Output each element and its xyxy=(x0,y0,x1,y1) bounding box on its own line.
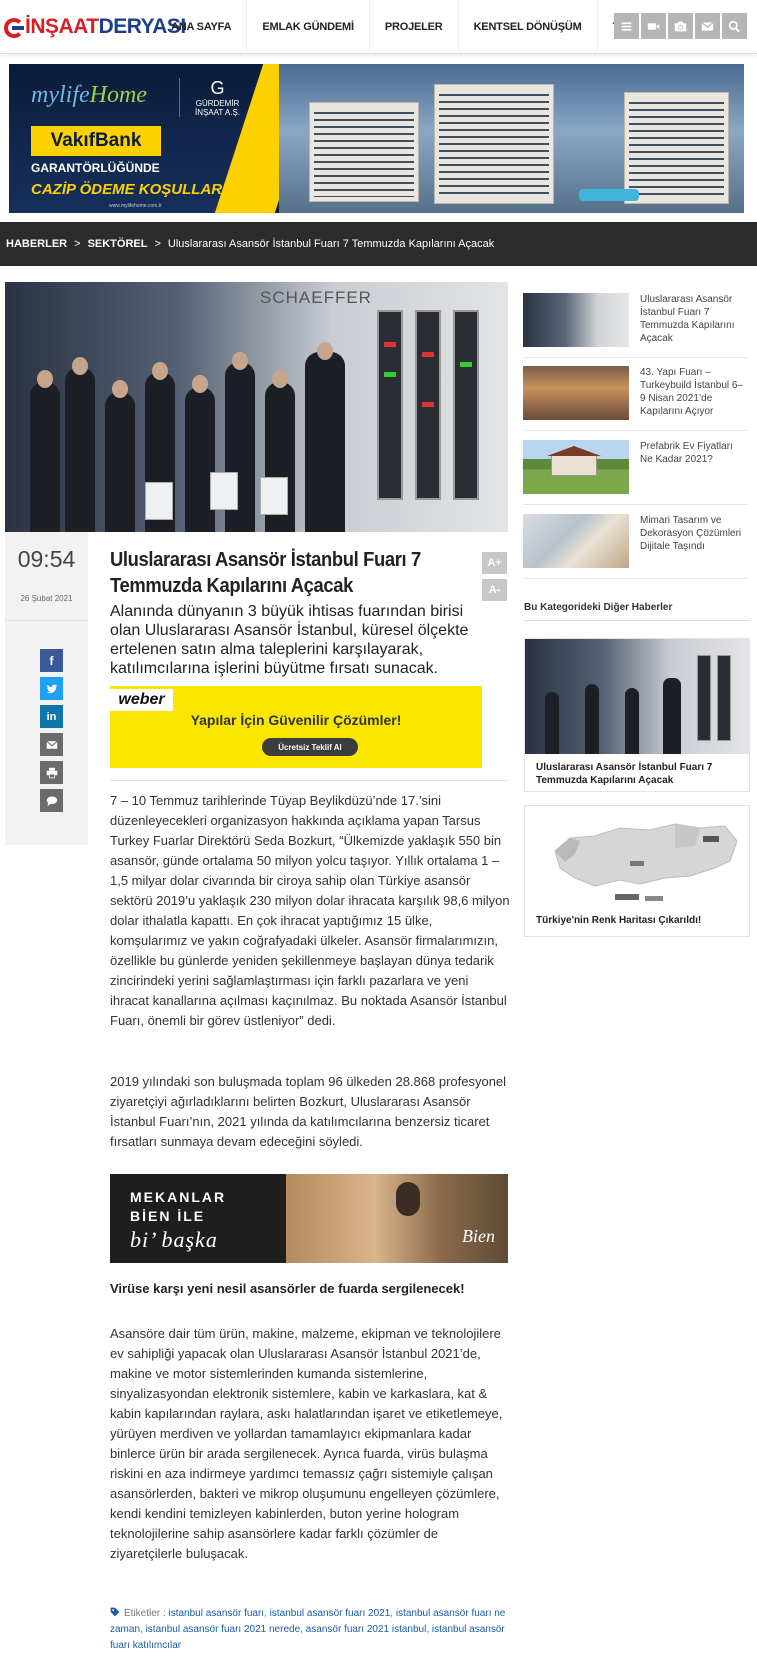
font-decrease-button[interactable]: A- xyxy=(482,579,507,601)
meta-divider xyxy=(5,620,88,621)
share-facebook-button[interactable]: f xyxy=(40,649,63,672)
share-linkedin-button[interactable]: in xyxy=(40,705,63,728)
weber-ad[interactable] xyxy=(110,686,482,768)
category-news-card[interactable] xyxy=(524,638,750,792)
breadcrumb-current: Uluslararası Asansör İstanbul Fuarı 7 Temmuzda Kapılarını Açacak xyxy=(167,238,495,250)
article-meta-box xyxy=(5,532,88,845)
breadcrumb-separator: > xyxy=(74,238,81,250)
breadcrumb-sektorel[interactable]: SEKTÖREL xyxy=(87,238,148,250)
breadcrumb-haberler[interactable]: HABERLER xyxy=(6,238,68,250)
share-email-button[interactable] xyxy=(40,733,63,756)
mail-icon[interactable] xyxy=(695,13,720,39)
logo-mark-icon xyxy=(4,16,24,38)
font-increase-button[interactable]: A+ xyxy=(482,552,507,574)
tag-icon xyxy=(110,1607,120,1617)
bien-ad-photo xyxy=(286,1174,508,1263)
banner-mylife-logo: mylifeHome xyxy=(31,82,147,108)
article-date: 26 Şubat 2021 xyxy=(20,594,73,603)
article-paragraph-2: 2019 yılındaki son buluşmada toplam 96 ülkeden 28.868 profesyonel ziyaretçiyi ağırladıklarını belirten Bozkurt, Uluslararası Asansör İstanbul Fuarı’nın, 2021 yılında da katılımcılarına benzersiz ticaret fırsatları sunmaya devam edeceğini söyledi. xyxy=(110,1074,507,1149)
banner-gurdemir-logo: G GÜRDEMİR İNŞAAT A.Ş. xyxy=(179,78,249,117)
banner-offer-text: CAZİP ÖDEME KOŞULLARI xyxy=(31,181,227,198)
nav-kentsel-donusum[interactable]: KENTSEL DÖNÜŞÜM xyxy=(459,0,598,54)
article-paragraph-1: 7 – 10 Temmuz tarihlerinde Tüyap Beylikdüzü’nde 17.’sini düzenleyecekleri organizasyon hakkında açıklama yapan Tarsus Turkey Fuarlar Direktörü Seda Bozkurt, “Ülkemizde yaklaşık 550 bin asansör, günde ortalama 50 milyon yolcu taşıyor. Yıllık ortalama 1 – 1,5 milyar dolar civarında bir ciroya sahip olan Türkiye asansör sektörü 2019’u yaklaşık 230 milyon dolar ihracata karşılık 98,6 milyon dolar ithalatla kapattı. En çok ihracat yaptığımız 15 ülke, komşularımız ve yakın coğrafyadaki ülkeler. Asansör firmalarımızın, özellikle bu günlerde yeniden şekillenmeye başlayan dünya tedarik zincirindeki yerini sağlamlaştırması için farklı pazarlara ve yeni ihracat kanallarına açılması kaçınılmaz. Bu noktada Asansör İstanbul Fuarı, önemli bir görev üstleniyor” dedi. xyxy=(110,793,510,1028)
banner-guarantee-text: GARANTÖRLÜĞÜNDE xyxy=(31,161,160,175)
category-divider xyxy=(524,620,750,621)
article-subheading: Virüse karşı yeni nesil asansörler de fuarda sergilenecek! xyxy=(110,1281,465,1296)
category-card-title[interactable]: Uluslararası Asansör İstanbul Fuarı 7 Temmuzda Kapılarını Açacak xyxy=(536,762,713,786)
sidebar-related-thumb xyxy=(523,293,629,347)
sidebar-related-item[interactable] xyxy=(523,514,747,579)
turkey-map-image xyxy=(525,806,749,906)
weber-cta-button[interactable]: Ücretsiz Teklif Al xyxy=(262,738,358,756)
banner-vakifbank-logo: VakıfBank xyxy=(31,126,161,156)
menu-icon[interactable] xyxy=(614,13,639,39)
weber-logo: weber xyxy=(110,689,173,711)
tag-link[interactable]: istanbul asansör fuarı xyxy=(168,1608,265,1619)
sidebar-related-title[interactable]: 43. Yapı Fuarı – Turkeybuild İstanbul 6–9 Nisan 2021’de Kapılarını Açıyor xyxy=(640,367,744,417)
top-banner-ad[interactable] xyxy=(9,64,744,213)
article-paragraph-3: Asansöre dair tüm ürün, makine, malzeme, ekipman ve teknolojilere ev sahipliği yapacak olan Uluslararası Asansör İstanbul 2021’de, makine ve motor sistemlerinden kumanda sistemlerine, sinyalizasyondan elektronik sistemlere, kabin ve karkaslara, kat & kabin kapılarından raylara, askı halatlarından işaret ve etiketlemeye, yürüyen merdiven ve yollardan tamamlayıcı ekipmanlara kadar binlerce ürün bir arada sergilenecek. Ayrıca fuarda, virüs bulaşma riskini en aza indirmeye yardımcı temassız çağrı sistemiyle çalışan asansörlerden, bakteri ve mikrop oluşumunu engelleyen çözümlere, kendi kendini temizleyen kabinlerden, buton yerine hologram teknolojilerine sahip asansörlere kadar farklı çözümler de ziyaretçilerle buluşacak. xyxy=(110,1326,503,1561)
breadcrumb-separator: > xyxy=(154,238,161,250)
camera-icon[interactable] xyxy=(668,13,693,39)
comment-icon xyxy=(46,795,58,807)
logo-text-deryasi: DERYASI xyxy=(98,15,186,38)
tag-link[interactable]: istanbul asansör fuarı 2021 nerede xyxy=(145,1624,301,1635)
article-lead: Alanında dünyanın 3 büyük ihtisas fuarından birisi olan Uluslararası Asansör İstanbul, küresel ölçekte ertelenen satın alma taleplerini karşılayarak, katılımcılarına işlerini büyütme fırsatı sunacak. xyxy=(110,603,469,677)
content-divider xyxy=(110,780,508,781)
logo-text-insaat: İNŞAAT xyxy=(25,15,99,38)
article-hero-image xyxy=(5,282,508,532)
category-section-title: Bu Kategorideki Diğer Haberler xyxy=(524,602,673,613)
category-card-title[interactable]: Türkiye'nin Renk Haritası Çıkarıldı! xyxy=(536,915,702,926)
nav-ana-sayfa[interactable]: ANA SAYFA xyxy=(156,0,247,54)
tag-link[interactable]: istanbul asansör fuarı katılımcılar xyxy=(110,1624,505,1651)
bien-ad-line-1: MEKANLAR xyxy=(130,1189,227,1205)
bien-logo: Bien xyxy=(462,1226,495,1246)
sidebar-related-title[interactable]: Prefabrik Ev Fiyatları Ne Kadar 2021? xyxy=(640,441,733,465)
sidebar-related-item[interactable] xyxy=(523,366,747,431)
share-twitter-button[interactable] xyxy=(40,677,63,700)
sidebar-related-thumb xyxy=(523,366,629,420)
share-print-button[interactable] xyxy=(40,761,63,784)
twitter-icon xyxy=(46,683,58,695)
weber-ad-text: Yapılar İçin Güvenilir Çözümler! xyxy=(190,712,402,728)
sidebar-related-thumb xyxy=(523,514,629,568)
header-icon-bar xyxy=(614,13,747,39)
main-nav xyxy=(156,0,653,54)
category-card-image xyxy=(525,639,749,754)
article-tags: Etiketler : istanbul asansör fuarı, istanbul asansör fuarı 2021, istanbul asansör fuarı ne zaman, istanbul asansör fuarı 2021 nerede, asansör fuarı 2021 istanbul, istanbul asansör fuarı katılımcılar xyxy=(110,1608,506,1651)
mail-icon xyxy=(46,739,58,751)
sidebar-related-title[interactable]: Uluslararası Asansör İstanbul Fuarı 7 Temmuzda Kapılarını Açacak xyxy=(640,294,735,344)
bien-ad[interactable] xyxy=(110,1174,508,1263)
banner-url: www.mylifehome.com.tr xyxy=(109,203,162,209)
search-icon[interactable] xyxy=(722,13,747,39)
nav-projeler[interactable]: PROJELER xyxy=(370,0,459,54)
bien-ad-line-3: bi’ başka xyxy=(130,1227,218,1252)
sidebar-related-title[interactable]: Mimari Tasarım ve Dekorasyon Çözümleri Dijitale Taşındı xyxy=(640,515,742,552)
tags-label: Etiketler : xyxy=(124,1608,166,1619)
article-time: 09:54 xyxy=(17,546,76,572)
share-comment-button[interactable] xyxy=(40,789,63,812)
breadcrumb xyxy=(0,222,757,266)
tag-link[interactable]: asansör fuarı 2021 istanbul xyxy=(305,1624,427,1635)
video-icon[interactable] xyxy=(641,13,666,39)
sidebar-related-thumb xyxy=(523,440,629,494)
category-news-card[interactable] xyxy=(524,805,750,937)
hero-booth-brand: SCHAEFFER xyxy=(260,288,372,307)
sidebar-related-item[interactable] xyxy=(523,440,747,505)
sidebar-related-item[interactable] xyxy=(523,293,747,358)
print-icon xyxy=(46,767,58,779)
tag-link[interactable]: istanbul asansör fuarı 2021 xyxy=(269,1608,391,1619)
article-title: Uluslararası Asansör İstanbul Fuarı 7 Temmuzda Kapılarını Açacak xyxy=(110,549,421,597)
nav-emlak-gundemi[interactable]: EMLAK GÜNDEMİ xyxy=(247,0,370,54)
banner-building-render xyxy=(279,64,744,213)
tag-link[interactable]: istanbul asansör fuarı ne zaman xyxy=(110,1608,506,1635)
site-header xyxy=(0,0,757,54)
bien-ad-line-2: BİEN İLE xyxy=(130,1208,206,1224)
